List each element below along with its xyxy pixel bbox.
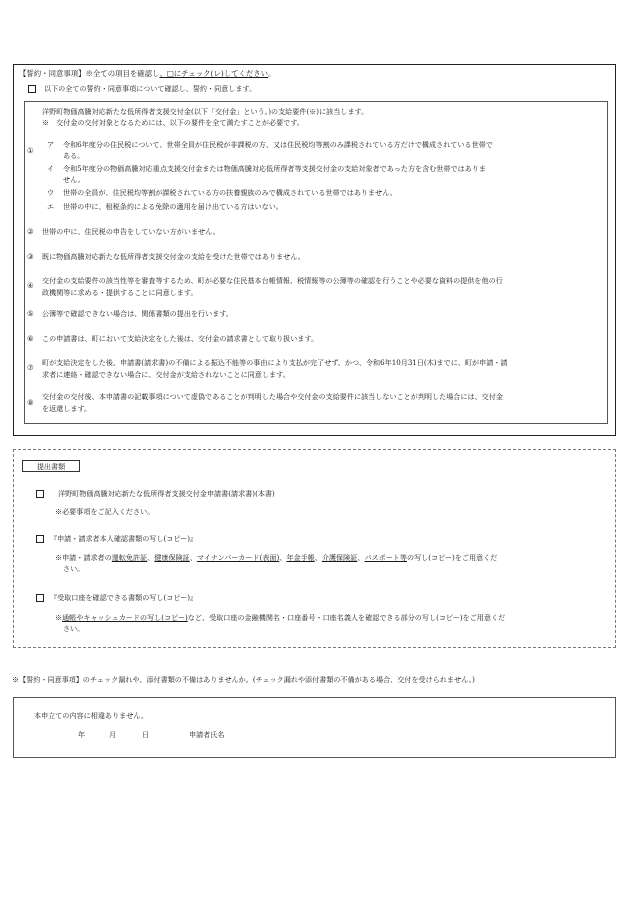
document-1-title: 洋野町物価高騰対応新たな低所得者支援交付金申請書(請求書)(本書) — [58, 489, 275, 498]
item-7-line-1: 町が支給決定をした後、申請書(請求書)の不備による振込不能等の事由により支払が完了せず、かつ、令和6年10月31日(木)までに、町が申請・請 — [42, 358, 508, 367]
document-1-note: ※必要事項をご記入ください。 — [55, 507, 155, 516]
id-passport: パスポート等 — [364, 553, 407, 562]
date-year-label: 年 — [78, 730, 86, 739]
item-1i-line-1: 令和5年度分の物価高騰対応重点支援交付金または物価高騰対応低所得者等支援交付金の支給対象者であった方を含む世帯ではありま — [63, 164, 486, 173]
item-1-number: ① — [27, 146, 34, 155]
item-8-line-1: 交付金の交付後、本申請書の記載事項について虚偽であることが判明した場合や交付金の支給要件に該当しないことが判明した場合には、交付金 — [42, 392, 503, 401]
item-8-number: ⑧ — [27, 398, 34, 407]
item-5-text: 公簿等で確認できない場合は、関係書類の提出を行います。 — [42, 309, 233, 318]
requirements-intro-2: ※ 交付金の交付対象となるためには、以下の要件を全て満たすことが必要です。 — [42, 118, 304, 127]
item-1u-text: 世帯の全員が、住民税均等割が課税されている方の扶養親族のみで構成されている世帯ではありません。 — [63, 188, 397, 197]
item-4-line-1: 交付金の支給要件の該当性等を審査等するため、町が必要な住民基本台帳情報、税情報等の公簿等の確認を行うことや必要な資料の提供を他の行 — [42, 276, 503, 285]
item-8-line-2: を返還します。 — [42, 404, 92, 413]
item-7-number: ⑦ — [27, 363, 34, 372]
date-day-label: 日 — [142, 730, 150, 739]
checklist-reminder: ※【誓約・同意事項】のチェック漏れや、添付書類の不備はありませんか。(チェック漏れや添付書類の不備がある場合、交付を受けられません。) — [12, 675, 475, 684]
document-2-row[interactable] — [36, 534, 197, 544]
item-1a-line-1: 令和6年度分の住民税について、世帯全員が住民税が非課税の方、又は住民税均等割のみ課税されている方だけで構成されている世帯で — [63, 140, 493, 149]
requirements-intro-1: 洋野町物価高騰対応新たな低所得者支援交付金(以下「交付金」という。)の支給要件(※)に該当します。 — [42, 107, 369, 116]
document-3-note-line-2: さい。 — [63, 624, 85, 633]
document-2-note-line-2: さい。 — [63, 564, 85, 573]
agreement-title-instruction: 、□にチェック(レ)してください — [159, 69, 269, 78]
document-3-note-line-1: ※通帳やキャッシュカードの写し(コピー)など、受取口座の金融機関名・口座番号・口座名義人を確認できる部分の写し(コピー)をご用意くだ — [55, 613, 506, 622]
item-2-text: 世帯の中に、住民税の申告をしていない方がいません。 — [42, 227, 220, 236]
document-2-checkbox[interactable] — [36, 535, 44, 543]
applicant-name-label: 申請者氏名 — [189, 730, 225, 739]
bankbook-copy: 通帳やキャッシュカードの写し(コピー) — [62, 613, 188, 622]
item-4-line-2: 政機関等に求める・提供することに同意します。 — [42, 288, 198, 297]
document-3-checkbox[interactable] — [36, 594, 44, 602]
date-month-label: 月 — [109, 730, 117, 739]
item-5-number: ⑤ — [27, 309, 34, 318]
agreement-title-end: 。 — [268, 69, 276, 78]
declaration-box — [13, 697, 616, 758]
agreement-check-row[interactable] — [28, 84, 256, 94]
document-2-title: 『申請・請求者本人確認書類の写し(コピー)』 — [50, 534, 198, 543]
item-1i-line-2: せん。 — [63, 175, 85, 184]
document-1-row[interactable] — [36, 489, 275, 499]
document-1-checkbox[interactable] — [36, 490, 44, 498]
item-1u-mark: ウ — [47, 188, 55, 197]
item-1a-mark: ア — [47, 140, 55, 149]
id-pension-book: 年金手帳 — [286, 553, 315, 562]
id-drivers-license: 運転免許証 — [111, 553, 148, 562]
item-1a-line-2: ある。 — [63, 151, 85, 160]
id-care-insurance: 介護保険証 — [321, 553, 358, 562]
id-health-insurance: 健康保険証 — [154, 553, 190, 562]
item-1e-text: 世帯の中に、租税条約による免除の適用を届け出ている方はいない。 — [63, 202, 283, 211]
item-1e-mark: エ — [47, 202, 55, 211]
item-7-line-2: 求者に連絡・確認できない場合に、交付金が支給されないことに同意します。 — [42, 370, 290, 379]
item-2-number: ② — [27, 227, 34, 236]
agreement-checkbox[interactable] — [28, 85, 36, 93]
agreement-check-label: 以下の全ての誓約・同意事項について確認し、誓約・同意します。 — [44, 84, 257, 93]
declaration-text: 本申立ての内容に相違ありません。 — [34, 711, 148, 720]
document-3-title: 『受取口座を確認できる書類の写し(コピー)』 — [50, 593, 198, 602]
document-2-note-line-1: ※申請・請求者の運転免許証、健康保険証、マイナンバーカード(表面)、年金手帳、介護保険証、パスポート等の写し(コピー)をご用意くだ — [55, 553, 498, 562]
item-3-text: 既に物価高騰対応新たな低所得者支援交付金の支給を受けた世帯ではありません。 — [42, 252, 305, 261]
item-6-text: この申請書は、町において支給決定をした後は、交付金の請求書として取り扱います。 — [42, 334, 319, 343]
item-6-number: ⑥ — [27, 334, 34, 343]
agreement-title-text: 【誓約・同意事項】※全ての項目を確認し — [19, 69, 160, 78]
id-mynumber-card: マイナンバーカード(表面) — [196, 553, 280, 562]
item-4-number: ④ — [27, 281, 34, 290]
documents-tab-label: 提出書類 — [22, 460, 80, 472]
document-3-row[interactable] — [36, 593, 197, 603]
item-3-number: ③ — [27, 252, 34, 261]
item-1i-mark: イ — [47, 164, 55, 173]
agreement-title — [19, 69, 275, 79]
